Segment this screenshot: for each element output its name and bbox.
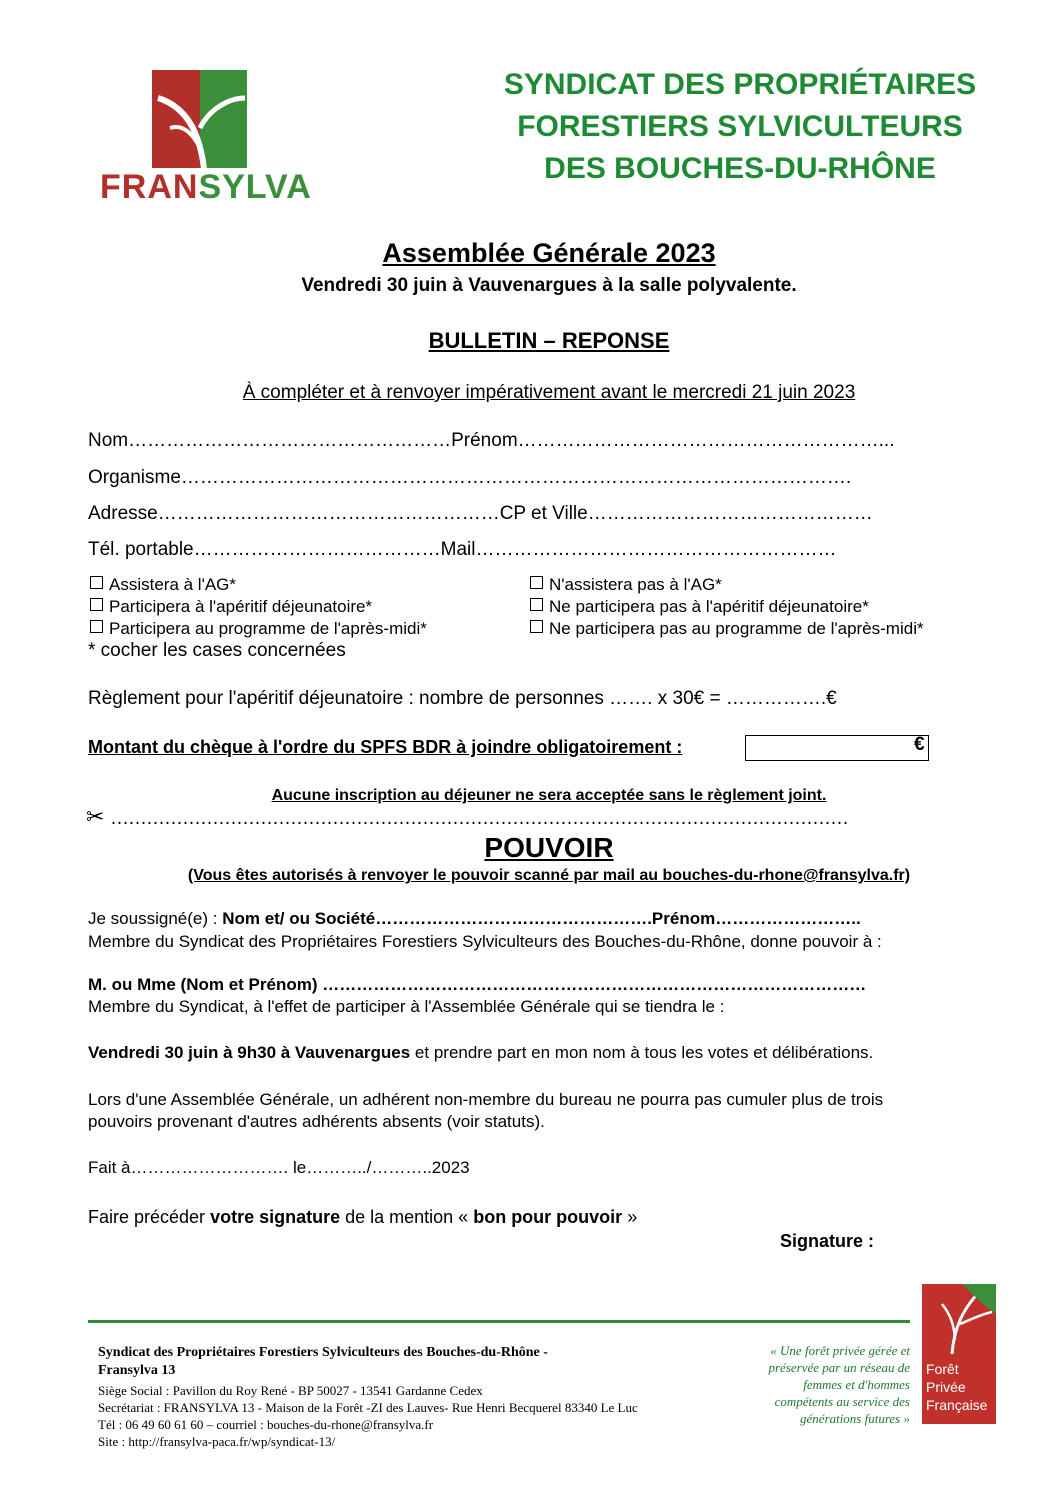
page-subtitle: Vendredi 30 juin à Vauvenargues à la salle polyvalente. [301, 275, 797, 296]
syndicat-header [470, 64, 1010, 190]
mention-line: Faire précéder votre signature de la mention « bon pour pouvoir » [88, 1207, 638, 1227]
checkbox-participera-programme[interactable]: Participera au programme de l'après-midi* [90, 619, 427, 639]
organisme-field[interactable]: Organisme……………………………………………………………………………………………. [88, 467, 852, 488]
checkbox-note: * cocher les cases concernées [88, 640, 346, 661]
scissors-icon: ✂ [86, 804, 105, 829]
header-line-1: SYNDICAT DES PROPRIÉTAIRES [503, 68, 977, 101]
footer-site: Site : http://fransylva-paca.fr/wp/syndicat-13/ [98, 1434, 336, 1449]
page-title: Assemblée Générale 2023 [382, 238, 716, 268]
soussigne-line[interactable]: Je soussigné(e) : Nom et/ ou Société………………………………………….Prénom…………………….. [88, 909, 861, 928]
euro-sign: € [914, 734, 925, 755]
pouvoir-note: (Vous êtes autorisés à renvoyer le pouvoir scanné par mail au bouches-du-rhone@fransylva.fr) [187, 867, 911, 884]
membre-syndicat-line: Membre du Syndicat, à l'effet de participer à l'Assemblée Générale qui se tiendra le : [88, 997, 725, 1016]
footer-secretariat: Secrétariat : FRANSYLVA 13 - Maison de la Forêt -ZI des Lauves- Rue Henri Becquerel 83340 Le Luc [98, 1400, 638, 1415]
montant-label: Montant du chèque à l'ordre du SPFS BDR à joindre obligatoirement : [88, 737, 683, 757]
montant-input[interactable] [745, 735, 929, 761]
checkbox-ne-participera-pas-programme[interactable]: Ne participera pas au programme de l'après-midi* [530, 619, 924, 639]
bulletin-heading: BULLETIN – REPONSE [428, 328, 670, 353]
logo-wordmark: FRANSYLVA [100, 168, 312, 206]
date-line: Vendredi 30 juin à 9h30 à Vauvenargues et prendre part en mon nom à tous les votes et délibérations. [88, 1043, 874, 1062]
reglement-line[interactable]: Règlement pour l'apéritif déjeunatoire : nombre de personnes ……. x 30€ = …………….€ [88, 688, 837, 709]
footer-org-line-2: Fransylva 13 [98, 1363, 176, 1378]
checkbox-icon[interactable] [90, 576, 103, 589]
pouvoir-heading: POUVOIR [484, 832, 614, 863]
checkbox-icon[interactable] [530, 576, 543, 589]
checkbox-participera-aperitif[interactable]: Participera à l'apéritif déjeunatoire* [90, 597, 372, 617]
footer-siege: Siège Social : Pavillon du Roy René - BP 50027 - 13541 Gardanne Cedex [98, 1383, 483, 1398]
adresse-field[interactable]: Adresse………………………………………………CP et Ville……………………………………… [88, 503, 873, 524]
footer-contact: Tél : 06 49 60 61 60 – courriel : bouches-du-rhone@fransylva.fr [98, 1417, 434, 1432]
header-line-2: FORESTIERS SYLVICULTEURS [517, 110, 963, 143]
deadline-notice: À compléter et à renvoyer impérativement avant le mercredi 21 juin 2023 [242, 382, 856, 403]
tel-mail-field[interactable]: Tél. portable…………………………………Mail………………………………………………… [88, 539, 837, 560]
footer-quote: « Une forêt privée gérée et préservée par un réseau de femmes et d'hommes compétents au service des générations futures » [768, 1343, 910, 1426]
reglement-warning: Aucune inscription au déjeuner ne sera acceptée sans le règlement joint. [271, 787, 827, 804]
signature-label: Signature : [780, 1231, 875, 1251]
checkbox-icon[interactable] [530, 620, 543, 633]
footer-divider [88, 1320, 910, 1323]
mandataire-field[interactable]: M. ou Mme (Nom et Prénom) …………………………………………………………………………………… [88, 975, 867, 994]
checkbox-assistera[interactable]: Assistera à l'AG* [90, 575, 236, 595]
header-line-3: DES BOUCHES-DU-RHÔNE [544, 152, 936, 185]
rule-line-1: Lors d'une Assemblée Générale, un adhérent non-membre du bureau ne pourra pas cumuler plus de trois [88, 1090, 884, 1109]
checkbox-icon[interactable] [90, 620, 103, 633]
membre-line: Membre du Syndicat des Propriétaires Forestiers Sylviculteurs des Bouches-du-Rhône, donne pouvoir à : [88, 932, 882, 951]
fait-a-field[interactable]: Fait à………………………. le………../………..2023 [88, 1158, 470, 1177]
cut-line: …………………………………………………………………………………………………………… [110, 808, 848, 829]
checkbox-icon[interactable] [90, 598, 103, 611]
footer-org-line-1: Syndicat des Propriétaires Forestiers Sylviculteurs des Bouches-du-Rhône - [98, 1345, 548, 1360]
checkbox-nassistera-pas[interactable]: N'assistera pas à l'AG* [530, 575, 722, 595]
checkbox-icon[interactable] [530, 598, 543, 611]
footer-site-link[interactable]: http://fransylva-paca.fr/wp/syndicat-13/ [128, 1434, 336, 1449]
tree-icon [922, 1284, 996, 1354]
footer-email-link[interactable]: bouches-du-rhone@fransylva.fr [266, 1417, 434, 1432]
rule-line-2: pouvoirs provenant d'autres adhérents absents (voir statuts). [88, 1112, 545, 1131]
checkbox-ne-participera-pas-aperitif[interactable]: Ne participera pas à l'apéritif déjeunatoire* [530, 597, 869, 617]
fpf-wordmark: Forêt Privée Française [926, 1361, 988, 1413]
nom-prenom-field[interactable]: Nom……………………………………………Prénom…………………………………………………... [88, 430, 895, 451]
